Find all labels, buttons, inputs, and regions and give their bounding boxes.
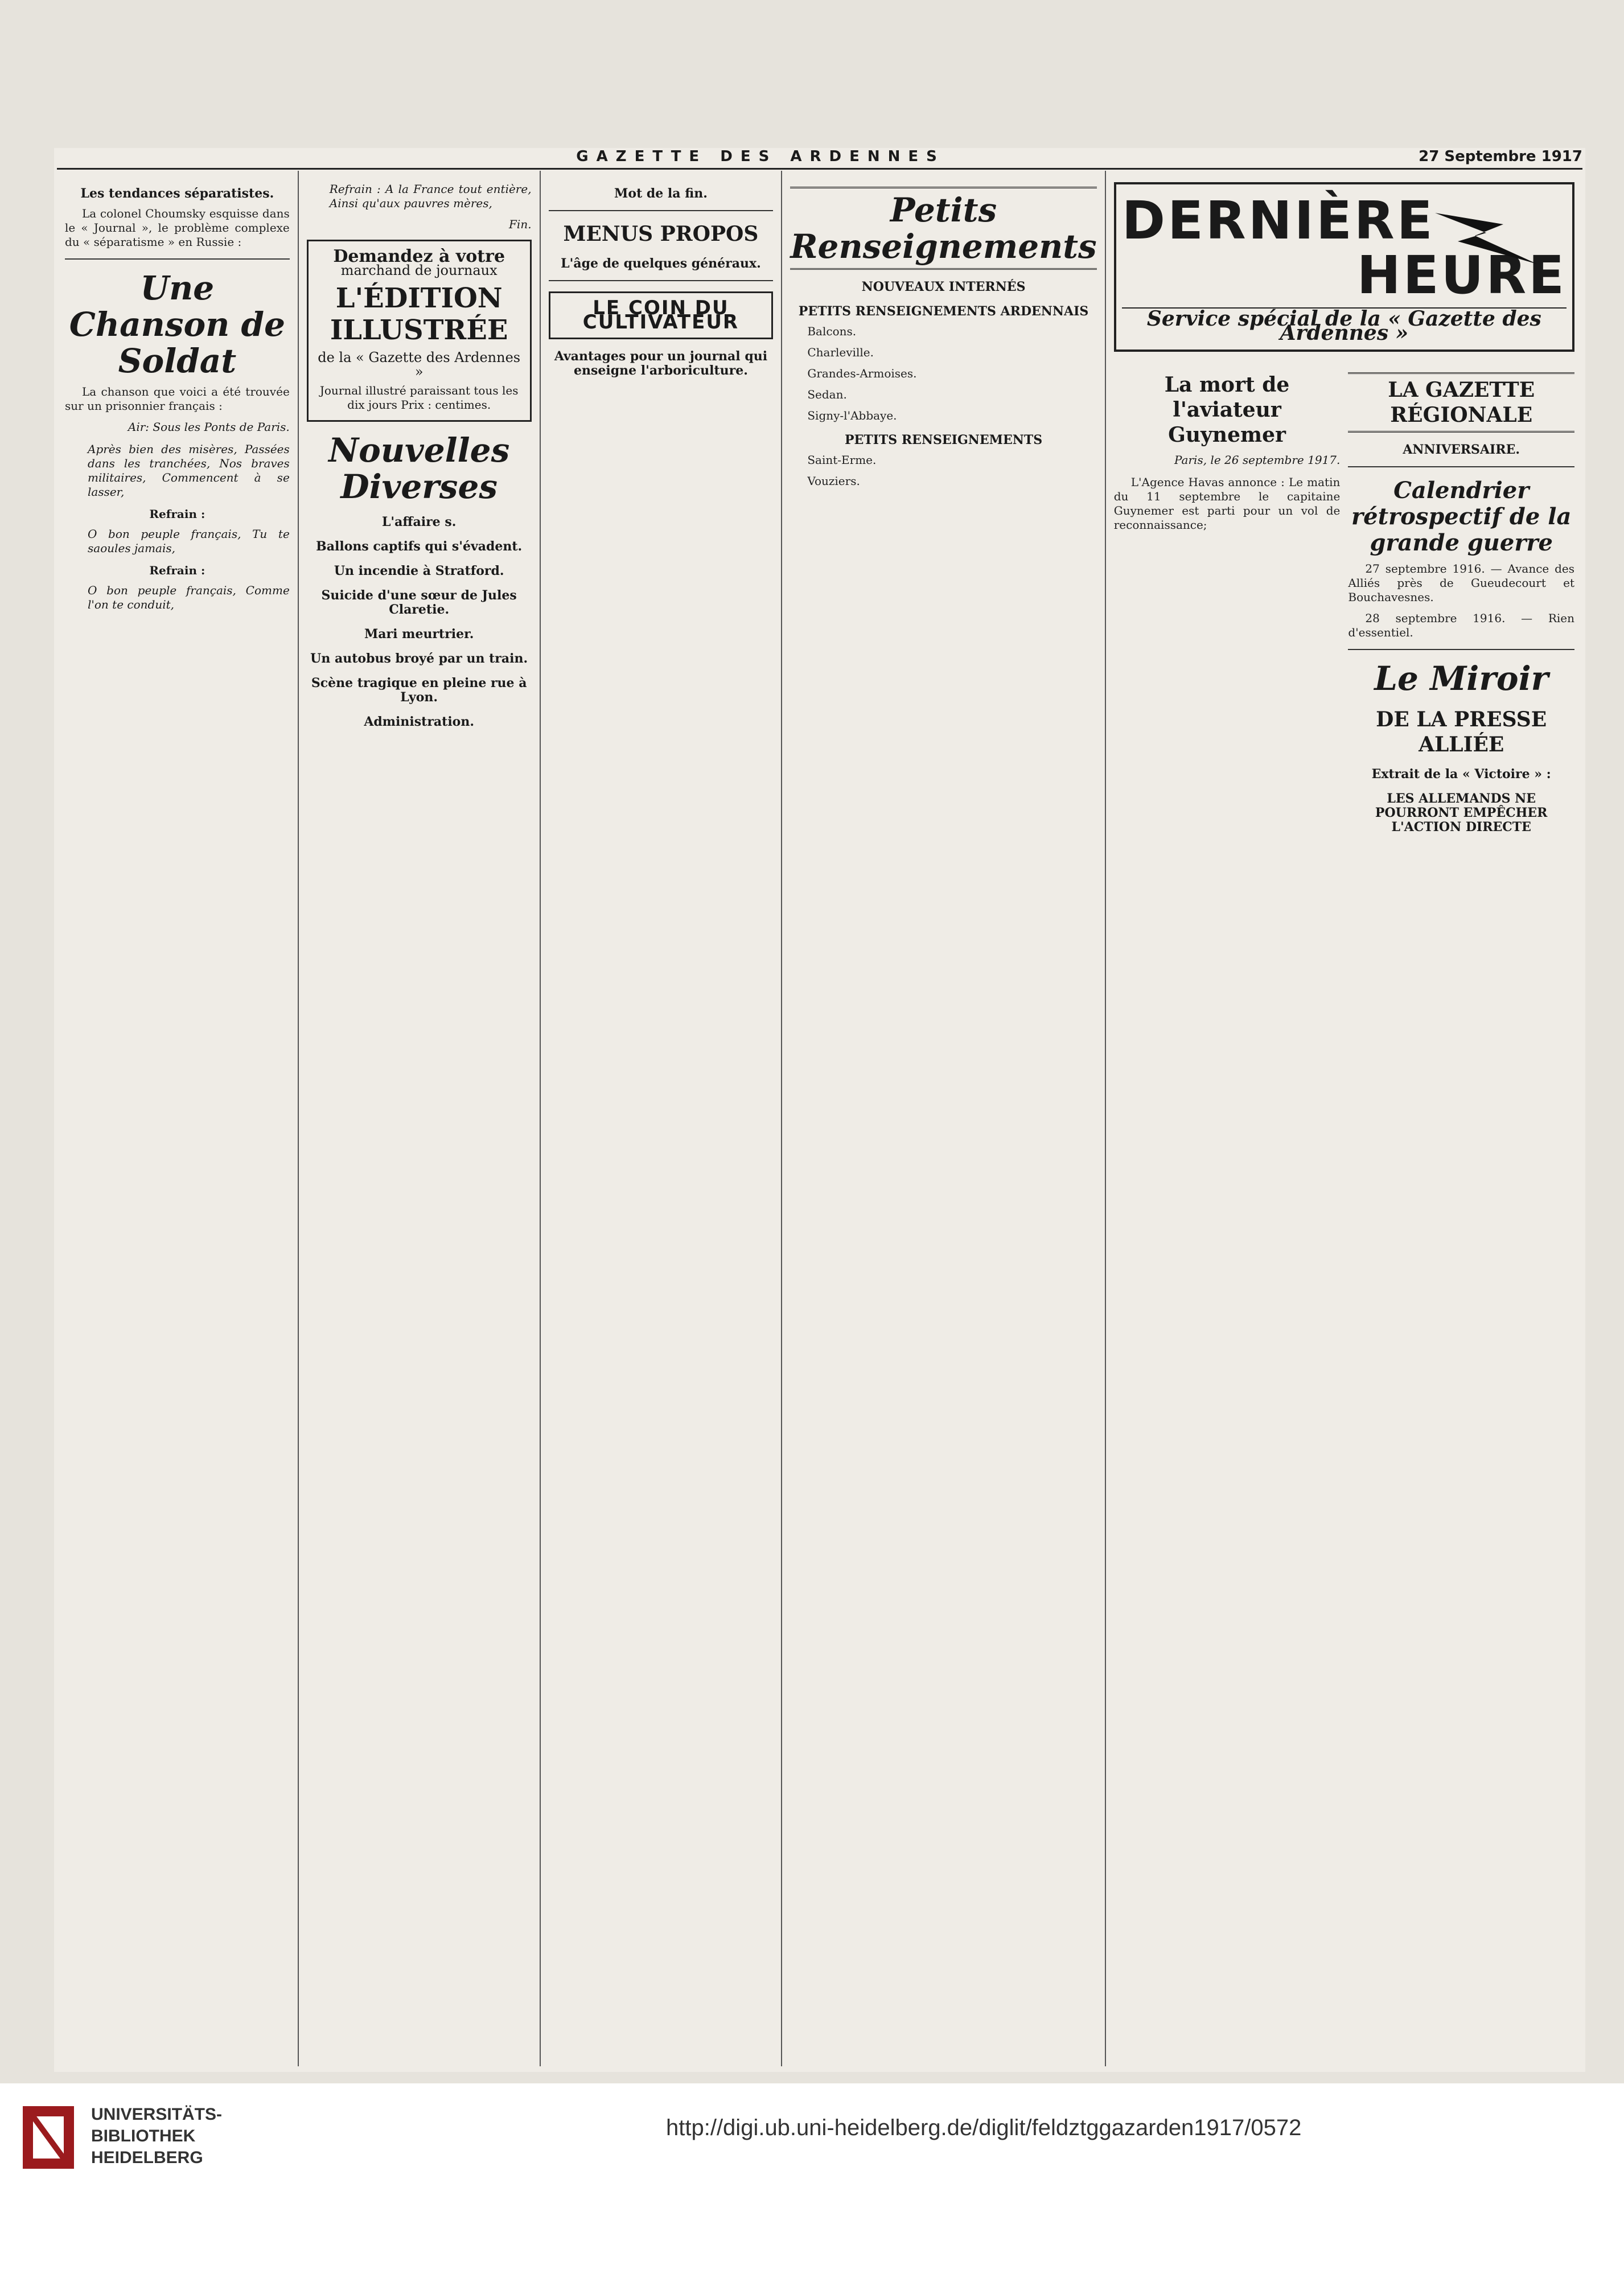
paragraph-tendances: La colonel Choumsky esquisse dans le « Journal », le problème complexe du « séparatisme » en Russie :	[65, 207, 290, 249]
column-4	[782, 171, 1105, 2066]
divider	[549, 210, 774, 211]
place-entry: Saint-Erme.	[807, 453, 877, 467]
university-library-logo	[17, 2100, 80, 2174]
refrain-label: Refrain :	[149, 507, 205, 521]
heading-suicide: Suicide d'une sœur de Jules Claretie.	[321, 588, 517, 617]
illustrated-edition-ad	[307, 240, 532, 422]
poem-refrain-1: O bon peuple français, Tu te saoules jamais,	[88, 527, 290, 555]
library-name-line: HEIDELBERG	[91, 2148, 203, 2167]
divider	[1348, 466, 1574, 467]
library-name-line: BIBLIOTHEK	[91, 2127, 196, 2145]
refrain-label-2: Refrain :	[149, 564, 205, 577]
calendar-entry: 27 septembre 1916. — Avance des Alliés près de Gueudecourt et Bouchavesnes.	[1348, 562, 1575, 604]
heading-mari: Mari meurtrier.	[364, 627, 474, 642]
library-footer	[0, 2083, 1624, 2290]
heading-gazette-regionale: LA GAZETTE RÉGIONALE	[1348, 372, 1574, 433]
banner-heure: HEURE	[1356, 245, 1567, 306]
place-entry: Balcons.	[807, 324, 857, 338]
lightning-bolt-icon	[1435, 202, 1537, 276]
heading-mot-fin: Mot de la fin.	[614, 186, 708, 201]
chanson-intro: La chanson que voici a été trouvée sur un prisonnier français :	[65, 385, 290, 413]
divider	[1348, 649, 1574, 650]
heading-petits-renseignements: Petits Renseignements	[790, 187, 1096, 270]
library-name	[91, 2104, 222, 2169]
masthead-title: GAZETTE DES ARDENNES	[576, 148, 945, 165]
subheading-anniversaire: ANNIVERSAIRE.	[1403, 442, 1520, 457]
poem-top: Refrain : A la France tout entière, Ainsi qu'aux pauvres mères,	[329, 182, 532, 210]
permalink-url[interactable]: http://digi.ub.uni-heidelberg.de/diglit/feldztggazarden1917/0572	[666, 2115, 1302, 2140]
divider	[549, 280, 774, 281]
subheading-internes: NOUVEAUX INTERNÉS	[861, 279, 1026, 294]
banner-derniere: DERNIÈRE	[1121, 190, 1435, 251]
heading-ballons: Ballons captifs qui s'évadent.	[316, 539, 523, 554]
heading-calendrier: Calendrier rétrospectif de la grande guerre	[1351, 477, 1572, 556]
heading-nouvelles: Nouvelles Diverses	[328, 431, 510, 506]
subcolumn-guynemer	[1114, 362, 1341, 840]
heading-tendances: Les tendances séparatistes.	[80, 186, 274, 201]
article-columns	[57, 171, 1582, 2066]
heading-miroir: Le Miroir	[1374, 659, 1549, 698]
heading-allemands: LES ALLEMANDS NE POURRONT EMPÊCHER L'ACTION DIRECTE	[1375, 791, 1548, 834]
ad-line-3: L'ÉDITION ILLUSTRÉE	[330, 282, 508, 346]
subheading-generaux: L'âge de quelques généraux.	[561, 256, 761, 271]
ad-line-2: marchand de journaux	[340, 262, 498, 278]
dateline: Paris, le 26 septembre 1917.	[1174, 453, 1341, 467]
extrait-label: Extrait de la « Victoire » :	[1371, 767, 1551, 782]
library-name-line: UNIVERSITÄTS-	[91, 2105, 223, 2124]
heading-menus-propos: MENUS PROPOS	[563, 222, 759, 246]
poem-fin: Fin.	[509, 217, 532, 231]
subheading-ardennais: PETITS RENSEIGNEMENTS ARDENNAIS	[798, 304, 1089, 319]
heading-incendie: Un incendie à Stratford.	[334, 564, 504, 578]
banner-service: Service spécial de la « Gazette des Ardennes »	[1122, 307, 1567, 340]
heading-presse-alliee: DE LA PRESSE ALLIÉE	[1376, 708, 1547, 757]
ad-line-5: Journal illustré paraissant tous les dix jours Prix : centimes.	[319, 384, 519, 412]
place-entry: Charleville.	[807, 346, 874, 359]
ad-line-4: de la « Gazette des Ardennes »	[318, 350, 521, 380]
place-entry: Signy-l'Abbaye.	[807, 409, 897, 422]
heading-affaire: L'affaire s.	[381, 515, 457, 529]
place-entry: Grandes-Armoises.	[807, 367, 917, 380]
ad-line-1: Demandez à votre	[333, 246, 505, 266]
subheading-petits-2: PETITS RENSEIGNEMENTS	[844, 433, 1043, 447]
column-2	[299, 171, 541, 2066]
chanson-air: Air: Sous les Ponts de Paris.	[128, 420, 290, 434]
poem-stanza-1: Après bien des misères, Passées dans les tranchées, Nos braves militaires, Commencent à se lasser,	[88, 442, 290, 499]
heading-scene: Scène tragique en pleine rue à Lyon.	[311, 676, 527, 705]
place-entry: Vouziers.	[807, 474, 860, 488]
heading-admin: Administration.	[364, 714, 475, 729]
masthead	[57, 145, 1582, 170]
subcolumn-regionale	[1348, 362, 1574, 840]
subheading-coin: Avantages pour un journal qui enseigne l'arboriculture.	[554, 349, 768, 378]
wide-subcolumns	[1114, 362, 1574, 840]
poem-refrain-2: O bon peuple français, Comme l'on te conduit,	[88, 583, 290, 611]
paragraph-guynemer: L'Agence Havas annonce : Le matin du 11 septembre le capitaine Guynemer est parti pour un vol de reconnaissance;	[1113, 475, 1341, 532]
column-1	[57, 171, 299, 2066]
heading-chanson: Une Chanson de Soldat	[69, 269, 286, 380]
heading-autobus: Un autobus broyé par un train.	[310, 651, 528, 666]
masthead-date: 27 Septembre 1917	[1419, 148, 1582, 165]
place-entry: Sedan.	[807, 388, 847, 401]
heading-coin-cultivateur: LE COIN DU CULTIVATEUR	[549, 291, 774, 339]
divider	[65, 258, 290, 260]
column-5-6	[1106, 171, 1582, 2066]
heading-guynemer: La mort de l'aviateur Guynemer	[1164, 373, 1290, 447]
derniere-heure-banner	[1114, 182, 1574, 352]
column-3	[541, 171, 783, 2066]
calendar-entry: 28 septembre 1916. — Rien d'essentiel.	[1348, 611, 1575, 639]
